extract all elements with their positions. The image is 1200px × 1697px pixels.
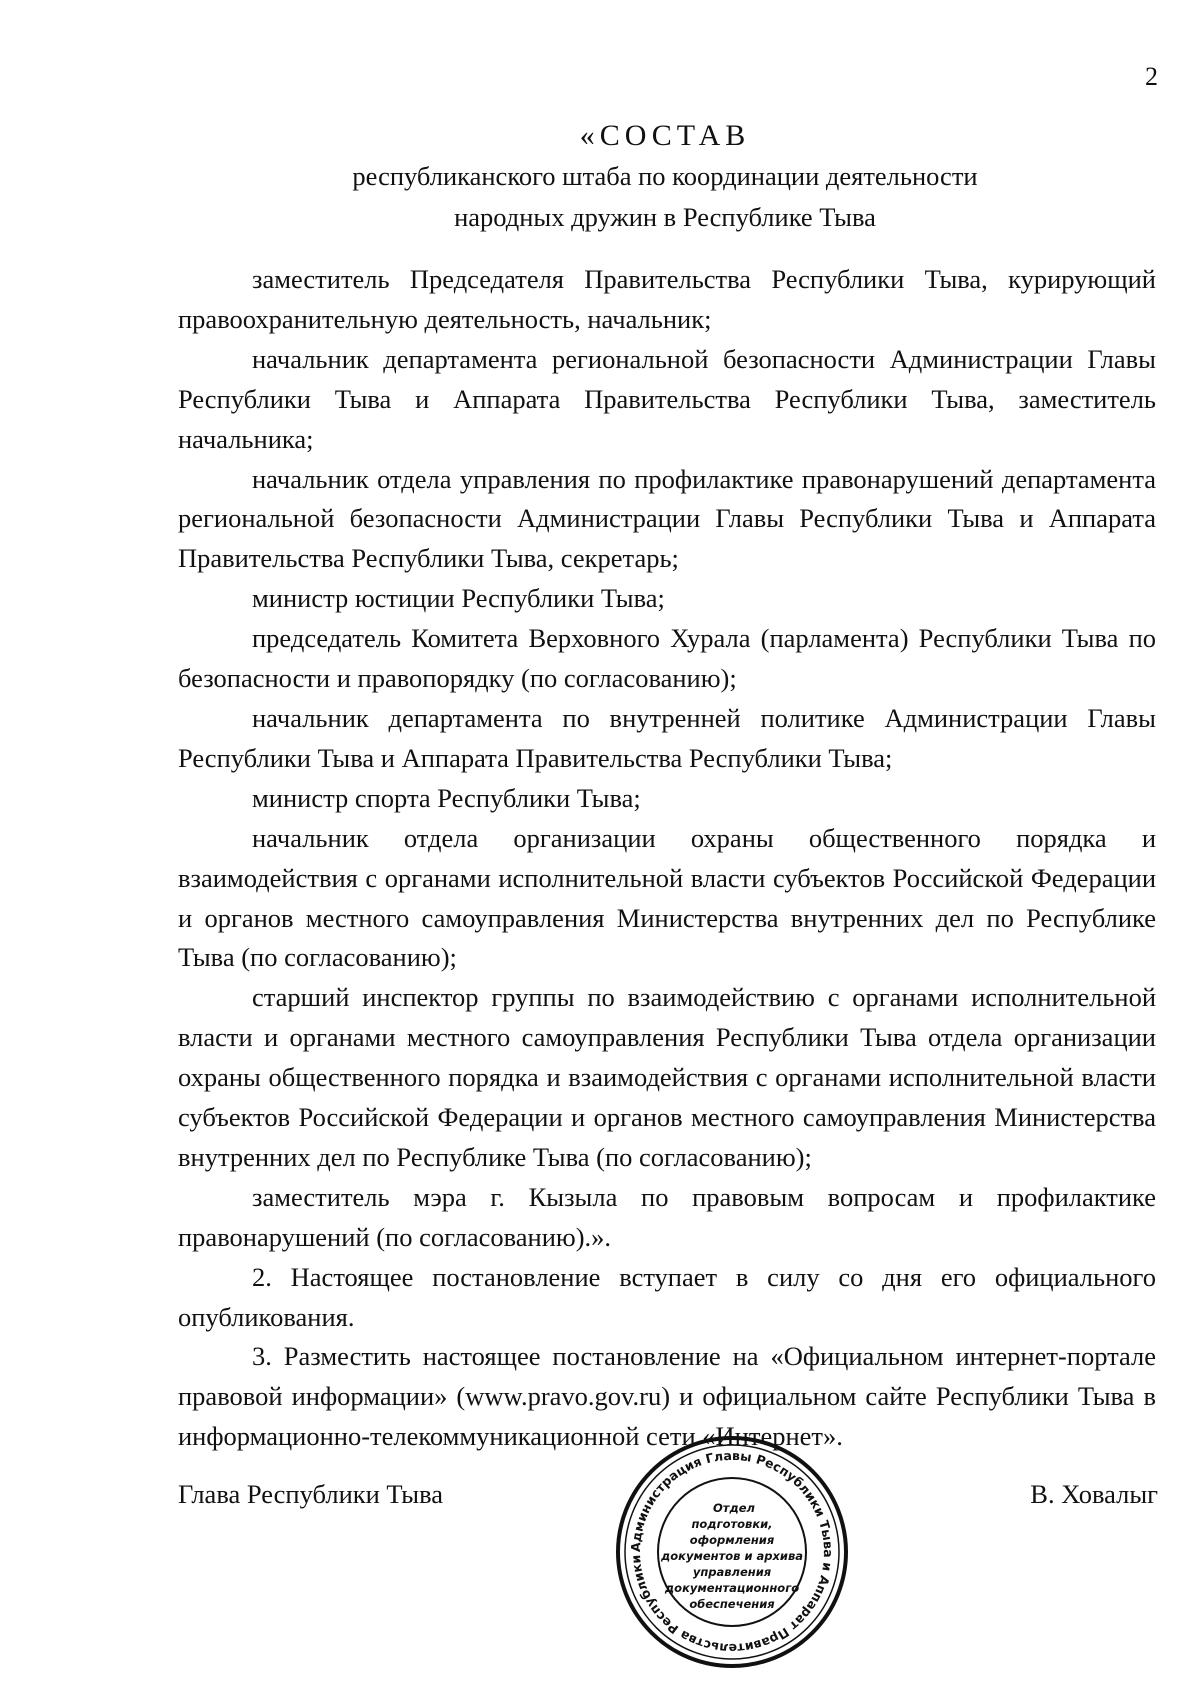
seal-line: документов и архива xyxy=(660,1549,804,1563)
document-body xyxy=(178,260,1156,1457)
seal-center-text xyxy=(660,1501,803,1611)
paragraph: начальник департамента региональной безопасности Администрации Главы Республики Тыва и Аппарата Правительства Республики Тыва, заместитель начальника; xyxy=(178,343,1156,454)
seal-line: документационного xyxy=(664,1581,800,1595)
seal-icon xyxy=(612,1432,852,1672)
title-subtitle-line-1: республиканского штаба по координации деятельности xyxy=(352,161,978,191)
paragraph: заместитель Председателя Правительства Республики Тыва, курирующий правоохранительную деятельность, начальник; xyxy=(178,264,1156,334)
paragraph: начальник департамента по внутренней политике Администрации Главы Республики Тыва и Аппарата Правительства Республики Тыва; xyxy=(178,702,1156,773)
document-title: «СОСТАВ xyxy=(579,119,751,152)
title-subtitle-line-2: народных дружин в Республике Тыва xyxy=(454,202,876,232)
seal-line: оформления xyxy=(689,1533,775,1547)
seal-line: управления xyxy=(692,1565,772,1579)
title-block xyxy=(170,116,1160,238)
paragraph: старший инспектор группы по взаимодействию с органами исполнительной власти и органами местного самоуправления Республики Тыва отдела организации охраны общественного порядка и взаимодействия с органами исполнительной власти субъектов Российской Федерации и органов местного самоуправления Министерства внутренних дел по Республике Тыва (по согласованию); xyxy=(178,982,1156,1172)
seal-ring-text: Администрация Главы Республики Тыва и Аппарат Правительства Республики xyxy=(627,1447,837,1657)
official-seal xyxy=(612,1432,852,1672)
paragraph: министр юстиции Республики Тыва; xyxy=(252,583,665,614)
page-number: 2 xyxy=(1145,62,1158,91)
signatory-position: Глава Республики Тыва xyxy=(178,1479,444,1509)
paragraph: начальник отдела управления по профилактике правонарушений департамента региональной безопасности Администрации Главы Республики Тыва и Аппарата Правительства Республики Тыва, секретарь; xyxy=(178,463,1156,574)
paragraph: 2. Настоящее постановление вступает в силу со дня его официального опубликования. xyxy=(178,1261,1156,1332)
paragraph: начальник отдела организации охраны общественного порядка и взаимодействия с органами исполнительной власти субъектов Российской Федерации и органов местного самоуправления Министерства внутренних дел по Республике Тыва (по согласованию); xyxy=(178,822,1156,973)
paragraph: министр спорта Республики Тыва; xyxy=(252,782,641,813)
paragraph: председатель Комитета Верховного Хурала (парламента) Республики Тыва по безопасности и правопорядку (по согласованию); xyxy=(178,623,1156,694)
seal-line: обеспечения xyxy=(689,1597,775,1611)
seal-line: Отдел xyxy=(713,1501,755,1515)
seal-line: подготовки, xyxy=(691,1517,773,1531)
signatory-name: В. Ховалыг xyxy=(1030,1479,1158,1509)
paragraph: заместитель мэра г. Кызыла по правовым вопросам и профилактике правонарушений (по согласованию).». xyxy=(178,1181,1156,1252)
paragraph: 3. Разместить настоящее постановление на «Официальном интернет-портале правовой информации» (www.pravo.gov.ru) и официальном сайте Республики Тыва в информационно-телекоммуникационной сети «Интернет». xyxy=(178,1341,1156,1452)
